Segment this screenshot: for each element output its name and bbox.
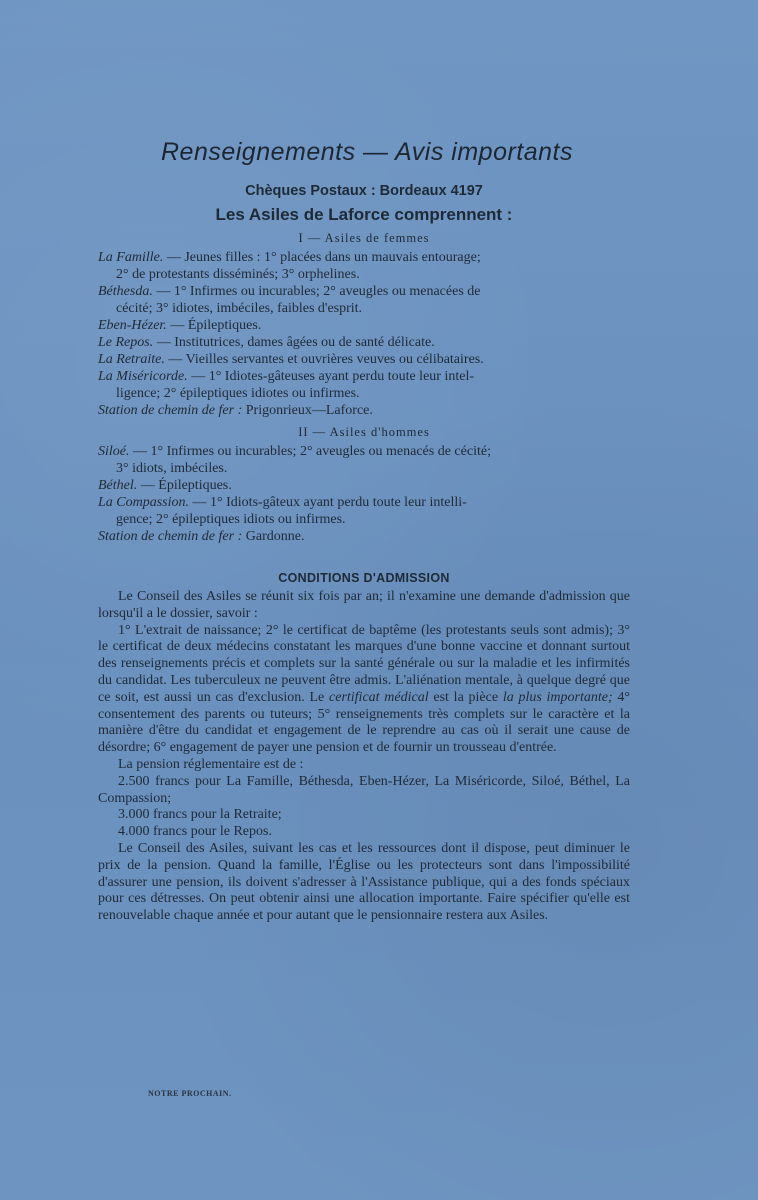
conditions-emphasis: la plus importante; <box>502 689 613 705</box>
asile-name: La Famille. <box>98 250 164 265</box>
asile-name: Siloé. <box>98 444 130 459</box>
asile-description-cont: gence; 2° épileptiques idiots ou infirmes. <box>116 512 346 527</box>
station-hommes <box>98 528 630 545</box>
asile-description: — Jeunes filles : 1° placées dans un mauvais entourage; <box>163 250 481 265</box>
conditions-text: 1° L'extrait de naissance; 2° le certificat de baptême (les protestants seuls sont admis); 3° le certificat de deux médecins constatant les marques d'une bonne vaccine et donnant surtout des renseignements précis et complets sur la santé générale ou sur la maladie et les infirmités du candidat. Les tuberculeux ne peuvent être admis. L'aliénation mentale, à quelque degré que ce soit, est aussi un cas d'exclusion. Le <box>98 622 630 705</box>
asile-description-cont: ligence; 2° épileptiques idiotes ou infirmes. <box>116 386 360 401</box>
asile-description: — Épileptiques. <box>137 478 232 493</box>
conditions-emphasis: certificat médical <box>329 689 429 705</box>
pension-rate: 4.000 francs pour le Repos. <box>118 824 272 840</box>
postal-cheques-line: Chèques Postaux : Bordeaux 4197 <box>245 183 483 199</box>
conditions-text: 4° consentement des parents ou tuteurs; 5° renseignements très complets sur le caractère et la manière d'être du candidat et engagement de le reprendre au cas où il serait une cause de désordre; 6° engagement de payer une pension et de fournir un trousseau d'entrée. <box>98 689 630 756</box>
asile-description: — Institutrices, dames âgées ou de santé délicate. <box>153 335 435 350</box>
asile-entry <box>98 477 630 494</box>
asile-entry <box>98 317 630 334</box>
asile-description: — Vieilles servantes et ouvrières veuves ou célibataires. <box>164 352 484 367</box>
asile-entry <box>98 249 630 283</box>
asile-entry <box>98 351 630 368</box>
station-value: Prigonrieux—Laforce. <box>242 403 373 418</box>
asile-name: Béthel. <box>98 478 138 493</box>
page-title: Renseignements — Avis importants <box>160 138 573 166</box>
asile-entry <box>98 334 630 351</box>
conditions-title: CONDITIONS D'ADMISSION <box>278 571 450 585</box>
asile-name: La Retraite. <box>98 352 165 367</box>
station-label: Station de chemin de fer : <box>98 529 243 544</box>
asile-name: Le Repos. <box>98 335 154 350</box>
asiles-heading: Les Asiles de Laforce comprennent : <box>215 205 513 224</box>
asile-name: Eben-Hézer. <box>98 318 167 333</box>
footer-note: NOTRE PROCHAIN. <box>148 1089 232 1098</box>
asile-description: — Épileptiques. <box>166 318 262 333</box>
pension-intro: La pension réglementaire est de : <box>118 756 304 772</box>
asile-description-cont: 3° idiots, imbéciles. <box>116 461 228 476</box>
section-femmes-title: I — Asiles de femmes <box>298 231 430 245</box>
asile-description: — 1° Infirmes ou incurables; 2° aveugles ou menacés de cécité; <box>129 444 491 459</box>
station-value: Gardonne. <box>242 529 305 544</box>
asile-description: — 1° Idiotes-gâteuses ayant perdu toute leur intel- <box>187 369 474 384</box>
hommes-list <box>98 443 630 528</box>
conditions-paragraph: Le Conseil des Asiles, suivant les cas et les ressources dont il dispose, peut diminuer le prix de la pension. Quand la famille, l'Église ou les protecteurs sont dans l'impossibilité d'assurer une pension, ils doivent s'adresser à l'Assistance publique, qui a des fonds spéciaux pour ces détresses. On peut obtenir ainsi une allocation importante. Faire spécifier qu'elle est renouvelable chaque année et pour autant que le pensionnaire restera aux Asiles. <box>98 840 630 924</box>
asile-entry <box>98 494 630 528</box>
asile-description-cont: 2° de protestants disséminés; 3° orphelines. <box>116 267 360 282</box>
asile-entry <box>98 368 630 402</box>
conditions-paragraph: Le Conseil des Asiles se réunit six fois par an; il n'examine une demande d'admission que lorsqu'il a le dossier, savoir : <box>98 589 630 621</box>
asile-description-cont: cécité; 3° idiotes, imbéciles, faibles d'esprit. <box>116 301 363 316</box>
pension-rate: 3.000 francs pour la Retraite; <box>118 807 282 823</box>
conditions-text: est la pièce <box>428 689 503 705</box>
asile-name: Béthesda. <box>98 284 153 299</box>
pension-rate: 2.500 francs pour La Famille, Béthesda, Eben-Hézer, La Miséricorde, Siloé, Béthel, La Compassion; <box>98 773 630 806</box>
conditions-paragraph <box>98 623 630 757</box>
asile-name: La Compassion. <box>98 495 190 510</box>
station-label: Station de chemin de fer : <box>98 403 243 418</box>
section-hommes-title: II — Asiles d'hommes <box>298 425 430 439</box>
asile-description: — 1° Infirmes ou incurables; 2° aveugles ou menacées de <box>152 284 481 299</box>
asile-entry <box>98 443 630 477</box>
femmes-list <box>98 249 630 402</box>
asile-description: — 1° Idiots-gâteux ayant perdu toute leur intelli- <box>189 495 467 510</box>
asile-entry <box>98 283 630 317</box>
document-page <box>98 138 630 925</box>
station-femmes <box>98 402 630 419</box>
asile-name: La Miséricorde. <box>98 369 188 384</box>
